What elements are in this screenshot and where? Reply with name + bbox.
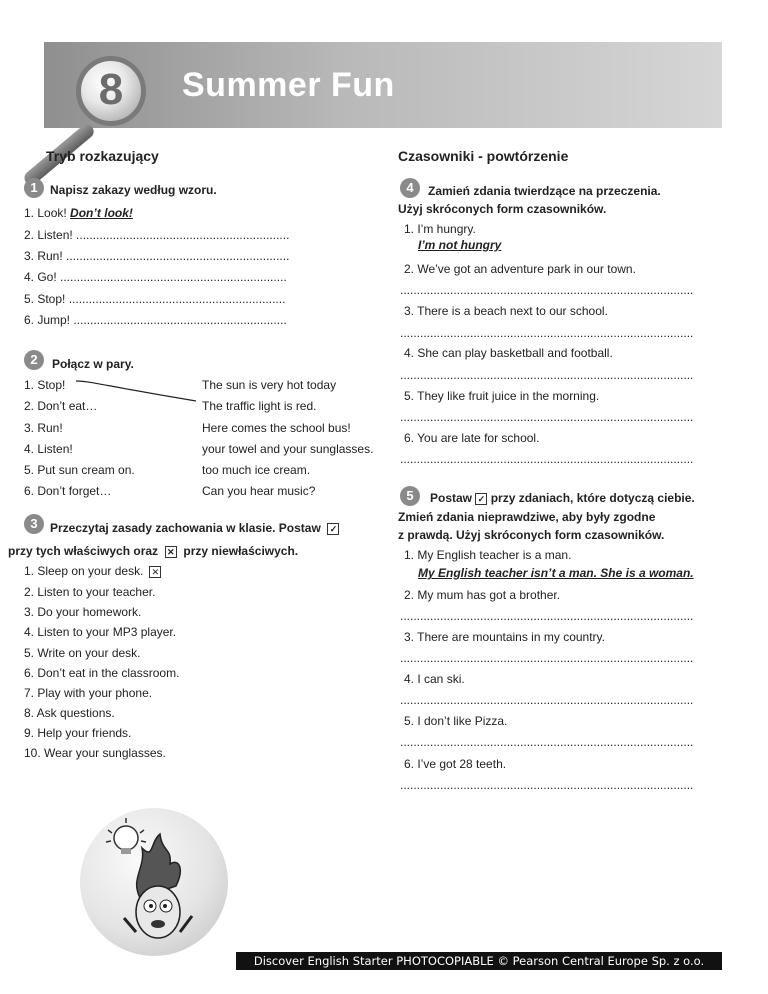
exercise-1-instruction: Napisz zakazy według wzoru. xyxy=(50,183,217,197)
answer-dotted-line: ........................................................................................ xyxy=(400,778,694,792)
exercise-4-example-question: 1. I’m hungry. xyxy=(404,222,476,236)
exercise-2-number: 2 xyxy=(24,350,44,370)
exercise-3-instruction-line1 xyxy=(50,521,339,535)
exercise-4-number: 4 xyxy=(400,178,420,198)
exercise-5-sentence: 2. My mum has got a brother. xyxy=(404,588,561,602)
exercise-1-number: 1 xyxy=(24,178,44,198)
instruction-text: Przeczytaj zasady zachowania w klasie. Postaw xyxy=(50,521,321,535)
match-line xyxy=(76,381,196,401)
exercise-3-number: 3 xyxy=(24,514,44,534)
exercise-2-instruction: Połącz w pary. xyxy=(52,357,134,371)
unit-number-badge: 8 xyxy=(76,56,146,126)
match-left-item: 1. Stop! xyxy=(24,378,66,392)
page-title: Summer Fun xyxy=(182,66,395,104)
rule-item: 8. Ask questions. xyxy=(24,706,115,720)
rule-text: 1. Sleep on your desk. xyxy=(24,564,144,578)
rule-item: 7. Play with your phone. xyxy=(24,686,153,700)
exercise-5-instruction-line2: Zmień zdania nieprawdziwe, aby były zgodne xyxy=(398,510,656,524)
exercise-4-sentence: 4. She can play basketball and football. xyxy=(404,346,613,360)
match-left-item: 2. Don’t eat… xyxy=(24,399,98,413)
instruction-text: przy zdaniach, które dotyczą ciebie. xyxy=(490,491,695,505)
exercise-4-sentence: 5. They like fruit juice in the morning. xyxy=(404,389,600,403)
answer-dotted-line: ........................................................................................ xyxy=(400,326,694,340)
cross-box-icon: ✕ xyxy=(149,566,161,578)
match-right-item: The sun is very hot today xyxy=(202,378,337,392)
answer-dotted-line: ........................................................................................ xyxy=(400,735,694,749)
exercise-3-instruction-line2 xyxy=(8,544,298,558)
instruction-text: Postaw xyxy=(430,491,473,505)
match-right-item: The traffic light is red. xyxy=(202,399,317,413)
rule-item: 10. Wear your sunglasses. xyxy=(24,746,166,760)
exercise-4-sentence: 3. There is a beach next to our school. xyxy=(404,304,608,318)
rule-item: 4. Listen to your MP3 player. xyxy=(24,625,177,639)
exercise-5-sentence: 4. I can ski. xyxy=(404,672,465,686)
answer-dotted-line: ........................................................................................ xyxy=(400,452,694,466)
exercise-5-instruction-line1 xyxy=(430,491,695,505)
match-left-item: 5. Put sun cream on. xyxy=(24,463,135,477)
checkbox-icon: ✓ xyxy=(475,493,487,505)
cartoon-illustration xyxy=(80,808,228,956)
checkbox-icon: ✓ xyxy=(327,523,339,535)
exercise-5-instruction-line3: z prawdą. Użyj skróconych form czasowników. xyxy=(398,528,665,542)
exercise-5-sentence: 5. I don’t like Pizza. xyxy=(404,714,508,728)
exercise-4-sentence: 6. You are late for school. xyxy=(404,431,540,445)
exercise-5-number: 5 xyxy=(400,486,420,506)
instruction-text: przy niewłaściwych. xyxy=(183,544,299,558)
exercise-1-item: 4. Go! .................................................................... xyxy=(24,270,287,284)
exercise-5-sentence: 6. I’ve got 28 teeth. xyxy=(404,757,507,771)
example-prompt: 1. Look! xyxy=(24,206,71,220)
answer-dotted-line: ........................................................................................ xyxy=(400,368,694,382)
idea-boy-icon xyxy=(80,808,228,956)
rule-item: 5. Write on your desk. xyxy=(24,646,141,660)
exercise-4-instruction-line1: Zamień zdania twierdzące na przeczenia. xyxy=(428,184,661,198)
exercise-1-item: 6. Jump! ................................................................ xyxy=(24,313,287,327)
match-right-item: Can you hear music? xyxy=(202,484,316,498)
rule-item xyxy=(24,564,161,578)
match-right-item: Here comes the school bus! xyxy=(202,421,351,435)
instruction-text: przy tych właściwych oraz xyxy=(8,544,159,558)
answer-dotted-line: ........................................................................................ xyxy=(400,410,694,424)
answer-dotted-line: ........................................................................................ xyxy=(400,283,694,297)
answer-dotted-line: ........................................................................................ xyxy=(400,693,694,707)
exercise-1-item: 2. Listen! ................................................................ xyxy=(24,228,290,242)
match-left-item: 3. Run! xyxy=(24,421,63,435)
exercise-1-item: 5. Stop! ................................................................. xyxy=(24,292,286,306)
match-right-item: your towel and your sunglasses. xyxy=(202,442,374,456)
match-right-item: too much ice cream. xyxy=(202,463,311,477)
rule-item: 9. Help your friends. xyxy=(24,726,132,740)
exercise-1-item: 3. Run! ................................................................... xyxy=(24,249,290,263)
exercise-4-sentence: 2. We’ve got an adventure park in our town. xyxy=(404,262,636,276)
answer-dotted-line: ........................................................................................ xyxy=(400,651,694,665)
match-left-item: 6. Don’t forget… xyxy=(24,484,112,498)
copyright-footer: Discover English Starter PHOTOCOPIABLE © Pearson Central Europe Sp. z o.o. xyxy=(236,952,722,970)
exercise-5-example-question: 1. My English teacher is a man. xyxy=(404,548,572,562)
rule-item: 3. Do your homework. xyxy=(24,605,142,619)
exercise-5-example-answer: My English teacher isn’t a man. She is a woman. xyxy=(418,566,694,580)
right-section-heading: Czasowniki - powtórzenie xyxy=(398,148,569,164)
example-answer: Don’t look! xyxy=(70,206,133,220)
rule-item: 6. Don’t eat in the classroom. xyxy=(24,666,180,680)
rule-item: 2. Listen to your teacher. xyxy=(24,585,156,599)
answer-dotted-line: ........................................................................................ xyxy=(400,609,694,623)
exercise-5-sentence: 3. There are mountains in my country. xyxy=(404,630,605,644)
match-left-item: 4. Listen! xyxy=(24,442,73,456)
exercise-4-instruction-line2: Użyj skróconych form czasowników. xyxy=(398,202,607,216)
exercise-4-example-answer: I’m not hungry xyxy=(418,238,502,252)
cross-box-icon: ✕ xyxy=(165,546,177,558)
left-section-heading: Tryb rozkazujący xyxy=(46,148,159,164)
